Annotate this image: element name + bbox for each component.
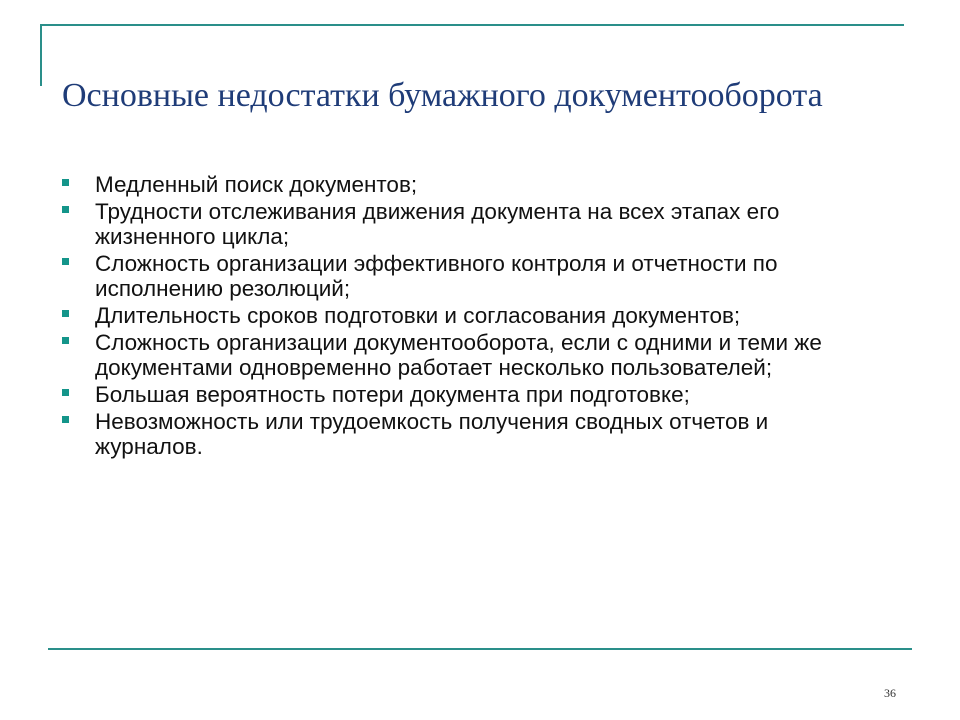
square-bullet-icon — [62, 206, 69, 213]
square-bullet-icon — [62, 337, 69, 344]
bullet-item — [62, 330, 872, 380]
bullet-item — [62, 172, 872, 197]
bullet-text: Невозможность или трудоемкость получения сводных отчетов и журналов. — [95, 409, 769, 459]
bullet-item — [62, 303, 872, 328]
bullet-text: Сложность организации документооборота, если с одними и теми же документами одновременно работает несколько пользователей; — [95, 330, 822, 380]
bullet-item — [62, 409, 872, 459]
bullet-text: Большая вероятность потери документа при подготовке; — [95, 382, 690, 407]
square-bullet-icon — [62, 416, 69, 423]
bullet-text: Сложность организации эффективного контроля и отчетности по исполнению резолюций; — [95, 251, 778, 301]
slide-title: Основные недостатки бумажного документооборота — [62, 77, 823, 114]
square-bullet-icon — [62, 389, 69, 396]
frame-left-line — [40, 24, 42, 86]
bullet-item — [62, 199, 872, 249]
bullet-item — [62, 251, 872, 301]
square-bullet-icon — [62, 258, 69, 265]
square-bullet-icon — [62, 179, 69, 186]
bullet-text: Трудности отслеживания движения документа на всех этапах его жизненного цикла; — [95, 199, 780, 249]
bullet-text: Длительность сроков подготовки и согласования документов; — [95, 303, 741, 328]
bullet-text: Медленный поиск документов; — [95, 172, 418, 197]
bullet-list — [62, 172, 872, 461]
bullet-item — [62, 382, 872, 407]
page-number: 36 — [884, 686, 896, 700]
square-bullet-icon — [62, 310, 69, 317]
frame-bottom-line — [48, 648, 912, 650]
frame-top-line — [40, 24, 904, 26]
